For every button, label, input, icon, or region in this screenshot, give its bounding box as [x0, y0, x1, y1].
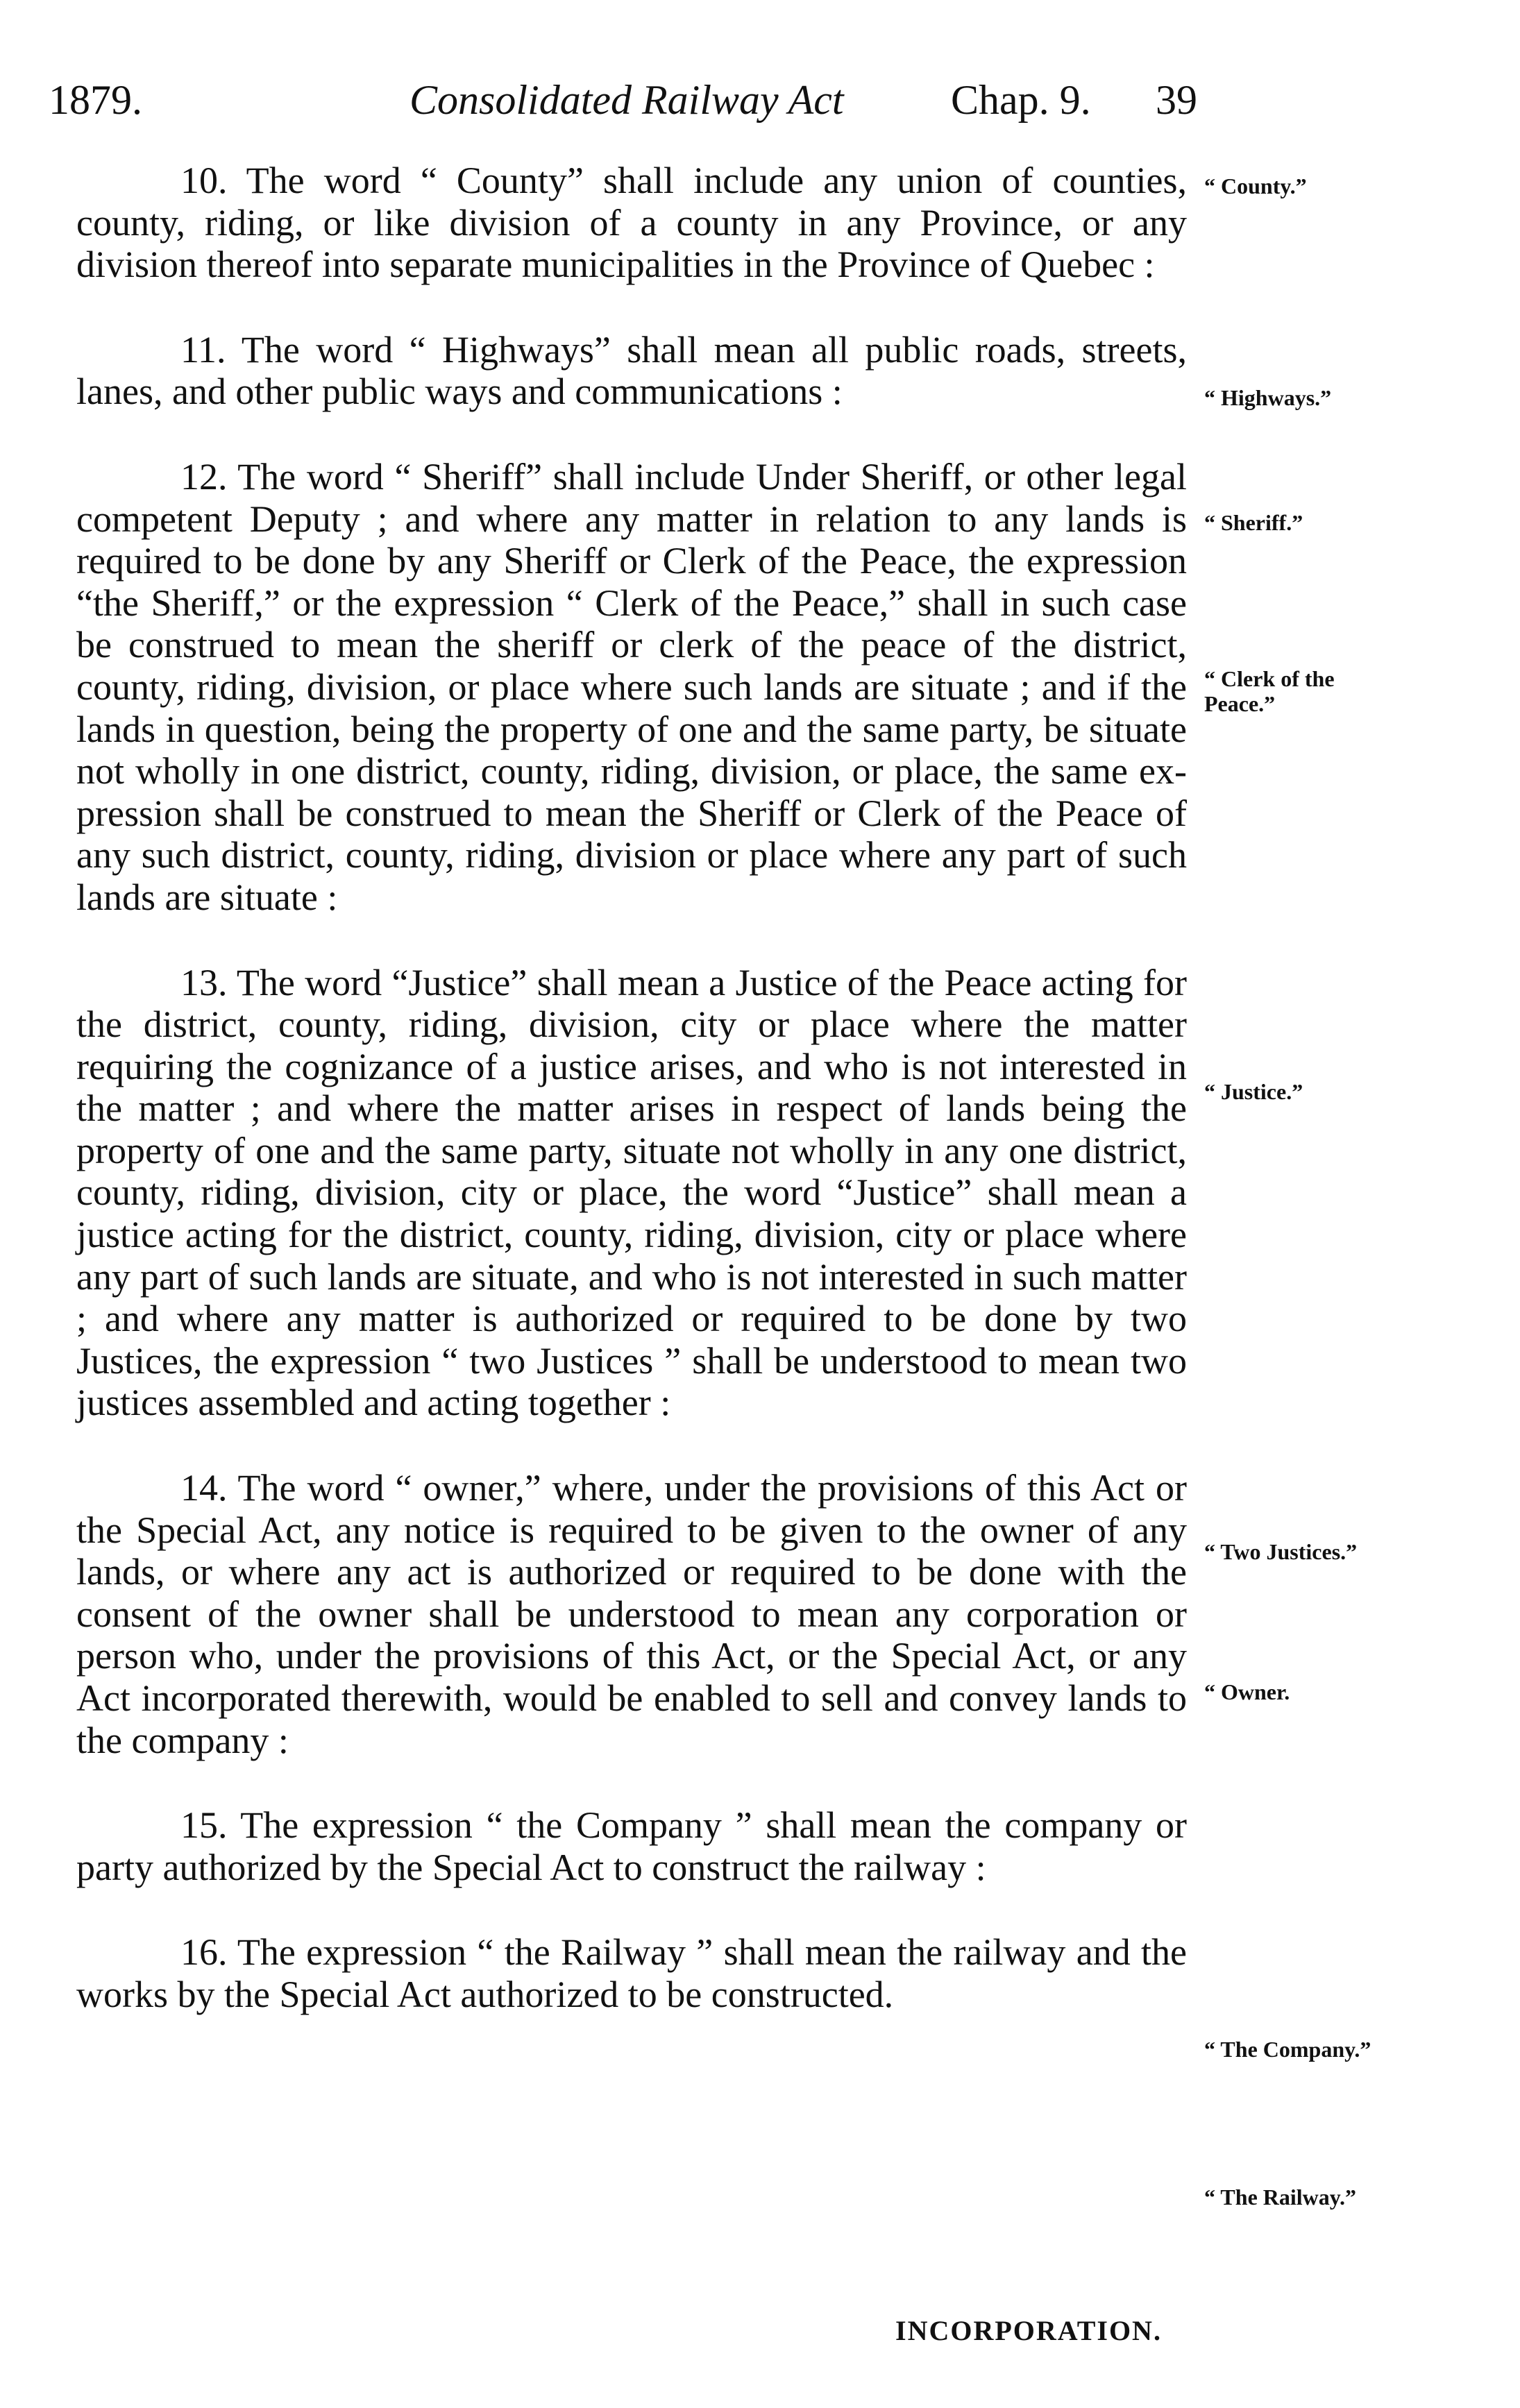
catchword: INCORPORATION. — [895, 2315, 1162, 2346]
margin-note-county: “ County.” — [1204, 173, 1307, 198]
margin-note-two-justices: “ Two Justices.” — [1204, 1539, 1358, 1564]
page-number: 39 — [1156, 77, 1197, 123]
header-chapter: Chap. 9. — [951, 77, 1091, 123]
margin-note-sheriff: “ Sheriff.” — [1204, 510, 1303, 535]
header-year: 1879. — [49, 77, 142, 123]
margin-note-the-railway: “ The Railway.” — [1204, 2185, 1356, 2210]
section-12: 12. The word “ Sheriff” shall include Under Sheriff, or other legal competent Deputy ; and where any matter in relation to any lands is required to be done by any Sheriff or Clerk of the Peace, the expression “the Sheriff,” or the expression “ Clerk of the Peace,” shall in such case be construed to mean the sheriff or clerk of the peace of the district, county, riding, division, or place where such lands are situate ; and if the lands in question, being the property of one and the same party, be situate not wholly in one district, county, riding, division, or place, the same expression shall be construed to mean the Sheriff or Clerk of the Peace of any such district, county, riding, division or place where any part of such lands are situate : — [76, 455, 1187, 918]
margin-note-owner: “ Owner. — [1204, 1679, 1290, 1704]
running-header — [49, 76, 1197, 132]
margin-note-clerk-of-the-peace: “ Clerk of the Peace.” — [1204, 666, 1335, 716]
section-14: 14. The word “ owner,” where, under the provisions of this Act or the Special Act, any notice is required to be given to the owner of any lands, or where any act is authorized or required to be done with the consent of the owner shall be understood to mean any corporation or person who, under the provisions of this Act, or the Special Act, or any Act incorporated therewith, would be enabled to sell and convey lands to the company : — [76, 1467, 1187, 1761]
section-15: 15. The expression “ the Company ” shall mean the company or party authorized by the Special Act to construct the railway : — [76, 1804, 1187, 1888]
header-title: Consolidated Railway Act — [409, 77, 844, 123]
margin-note-the-company: “ The Company.” — [1204, 2037, 1371, 2062]
section-10: 10. The word “ County” shall include any union of counties, county, riding, or like division of a county in any Province, or any division thereof into separate municipalities in the Province of Quebec : — [76, 160, 1187, 286]
section-11: 11. The word “ Highways” shall mean all public roads, streets, lanes, and other public ways and communications : — [76, 328, 1187, 413]
body-text — [76, 160, 1187, 2059]
margin-note-justice: “ Justice.” — [1204, 1079, 1303, 1104]
margin-note-highways: “ Highways.” — [1204, 385, 1332, 410]
section-13: 13. The word “Justice” shall mean a Justice of the Peace acting for the district, county, riding, division, city or place where the matter requiring the cognizance of a justice arises, and who is not interested in the matter ; and where the matter arises in respect of lands being the property of one and the same party, situate not wholly in any one district, county, riding, division, city or place, the word “Justice” shall mean a justice acting for the district, county, riding, division, city or place where any part of such lands are situate, and who is not interested in such matter ; and where any matter is authorized or required to be done by two Justices, the expression “ two Justices ” shall be understood to mean two justices assembled and acting together : — [76, 961, 1187, 1424]
section-16: 16. The expression “ the Railway ” shall mean the railway and the works by the Special Act authorized to be constructed. — [76, 1931, 1187, 2015]
